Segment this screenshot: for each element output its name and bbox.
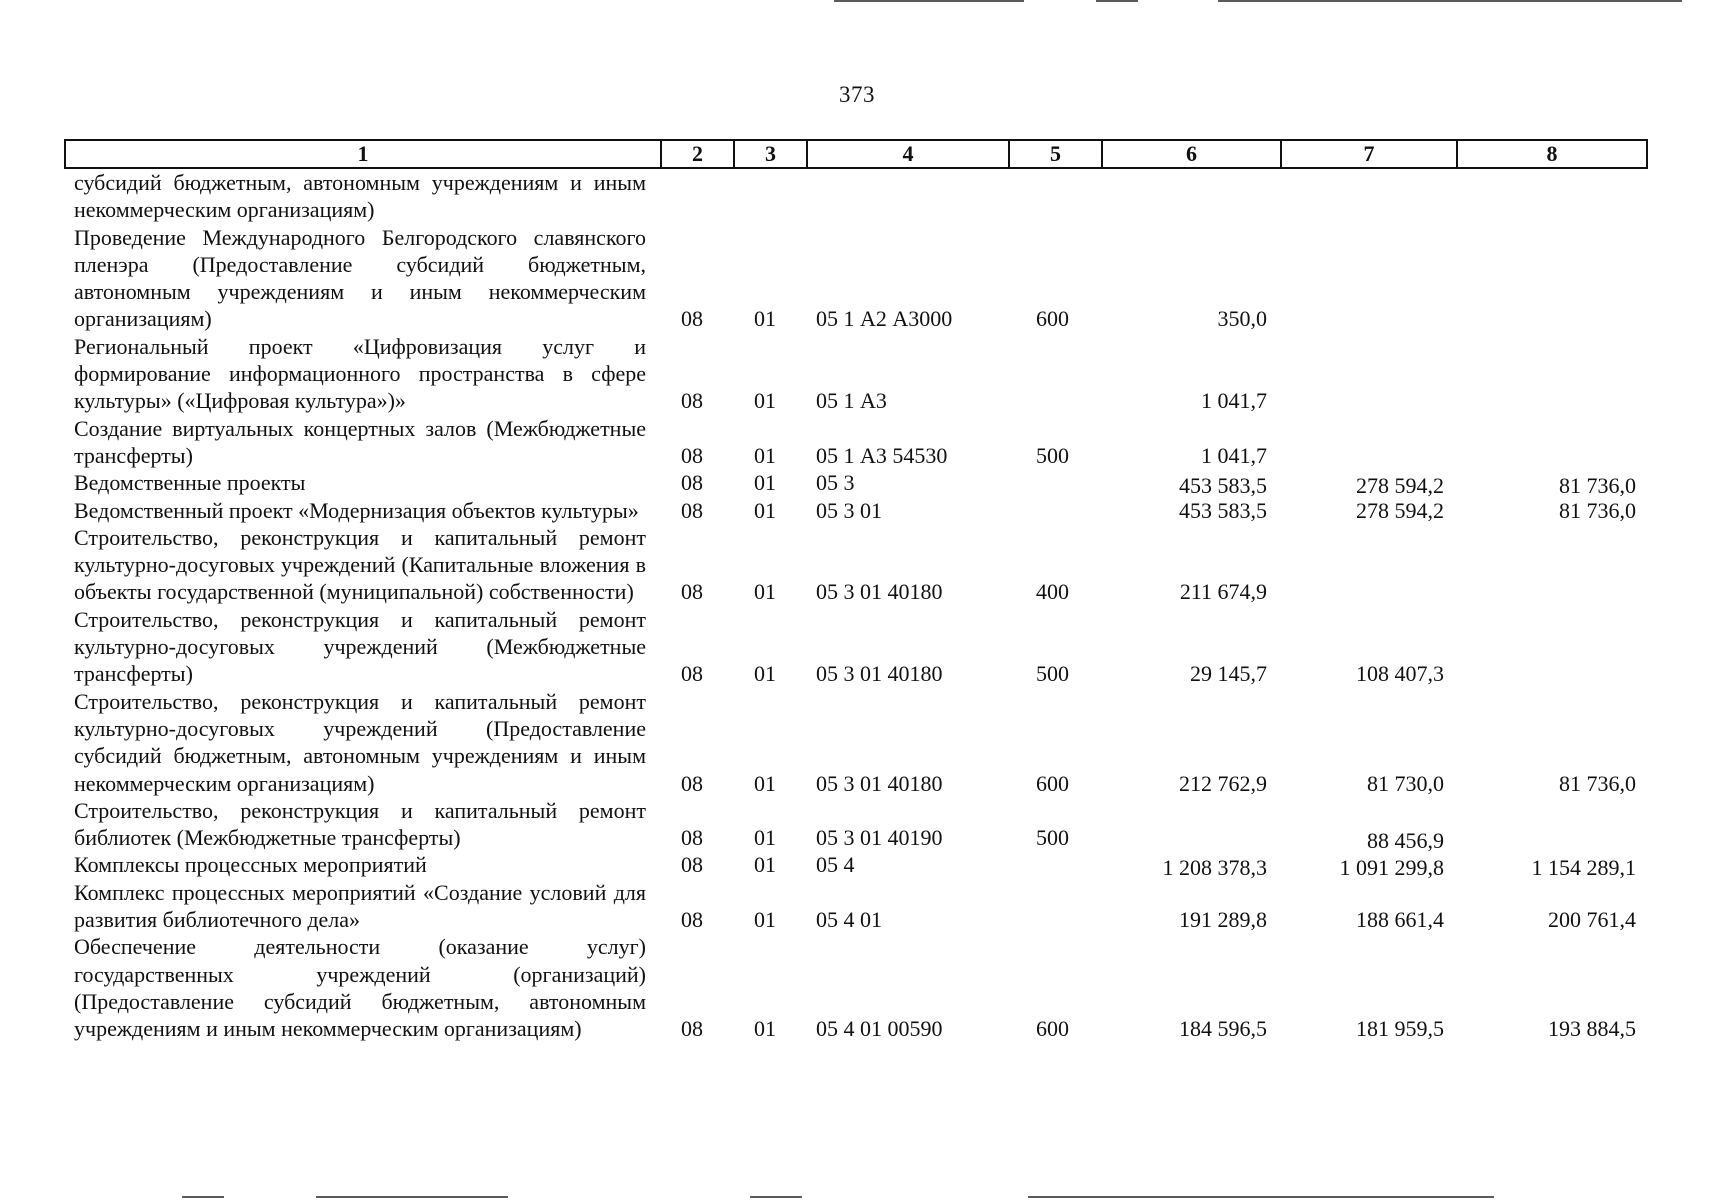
- amount-year-2: 81 730,0: [1367, 770, 1444, 796]
- column-header-6: 6: [1102, 140, 1281, 168]
- scan-edge-line: [1218, 0, 1682, 2]
- subsection-code: 01: [754, 388, 776, 414]
- subsection-code: 01: [754, 442, 776, 468]
- subsection-code: 01: [754, 907, 776, 933]
- column-header-4: 4: [807, 140, 1009, 168]
- row-description: Строительство, реконструкция и капитальный ремонт культурно-досуговых учреждений (Межбюджетные трансферты): [74, 606, 646, 687]
- section-code: 08: [681, 470, 703, 496]
- scan-edge-line: [182, 1196, 224, 1198]
- row-description: Строительство, реконструкция и капитальный ремонт культурно-досуговых учреждений (Предоставление субсидий бюджетным, автономным учреждениям и иным некоммерческим организациям): [74, 688, 646, 796]
- section-code: 08: [681, 907, 703, 933]
- amount-year-2: 181 959,5: [1356, 1016, 1444, 1042]
- subsection-code: 01: [754, 306, 776, 332]
- amount-year-3: 81 736,0: [1559, 497, 1636, 523]
- subsection-code: 01: [754, 661, 776, 687]
- row-description: Комплекс процессных мероприятий «Создание условий для развития библиотечного дела»: [74, 879, 646, 933]
- target-article-code: 05 3 01 40180: [816, 661, 943, 687]
- row-description: Проведение Международного Белгородского славянского пленэра (Предоставление субсидий бюджетным, автономным учреждениям и иным некоммерческим организациям): [74, 224, 646, 332]
- amount-year-2: 188 661,4: [1356, 907, 1444, 933]
- table-row: [0, 524, 1714, 606]
- column-header-3: 3: [734, 140, 807, 168]
- row-description: Комплексы процессных мероприятий: [74, 852, 427, 878]
- amount-year-3: 1 154 289,1: [1531, 855, 1636, 881]
- amount-year-1: 29 145,7: [1190, 661, 1267, 687]
- amount-year-2: 278 594,2: [1356, 473, 1444, 499]
- column-header-5: 5: [1009, 140, 1102, 168]
- scan-edge-line: [750, 1196, 802, 1198]
- subsection-code: 01: [754, 825, 776, 851]
- amount-year-1: 453 583,5: [1179, 473, 1267, 499]
- amount-year-2: 88 456,9: [1367, 828, 1444, 854]
- amount-year-3: 193 884,5: [1548, 1016, 1636, 1042]
- row-description: Строительство, реконструкция и капитальный ремонт культурно-досуговых учреждений (Капитальные вложения в объекты государственной (муниципальной) собственности): [74, 524, 646, 605]
- target-article-code: 05 3 01 40180: [816, 770, 943, 796]
- subsection-code: 01: [754, 852, 776, 878]
- row-description: Ведомственный проект «Модернизация объектов культуры»: [74, 497, 639, 523]
- target-article-code: 05 3: [816, 470, 855, 496]
- section-code: 08: [681, 852, 703, 878]
- amount-year-1: 211 674,9: [1179, 579, 1267, 605]
- subsection-code: 01: [754, 497, 776, 523]
- section-code: 08: [681, 661, 703, 687]
- section-code: 08: [681, 1016, 703, 1042]
- scan-edge-line: [316, 1196, 508, 1198]
- amount-year-1: 1 041,7: [1201, 442, 1267, 468]
- amount-year-3: 81 736,0: [1559, 770, 1636, 796]
- column-header-2: 2: [661, 140, 734, 168]
- row-description: Обеспечение деятельности (оказание услуг) государственных учреждений (организаций) (Предоставление субсидий бюджетным, автономным учреждениям и иным некоммерческим организациям): [74, 934, 646, 1042]
- subsection-code: 01: [754, 1016, 776, 1042]
- section-code: 08: [681, 825, 703, 851]
- column-header-1: 1: [357, 141, 369, 166]
- target-article-code: 05 1 А3: [816, 388, 887, 414]
- row-description: Строительство, реконструкция и капитальный ремонт библиотек (Межбюджетные трансферты): [74, 797, 646, 851]
- expense-type-code: 400: [1036, 579, 1069, 605]
- row-description: Ведомственные проекты: [74, 470, 306, 496]
- scan-edge-line: [834, 0, 1024, 2]
- target-article-code: 05 3 01 40180: [816, 579, 943, 605]
- table-row: [0, 497, 1714, 524]
- amount-year-1: 350,0: [1217, 306, 1267, 332]
- target-article-code: 05 3 01 40190: [816, 825, 943, 851]
- section-code: 08: [681, 442, 703, 468]
- amount-year-1: 184 596,5: [1179, 1016, 1267, 1042]
- target-article-code: 05 1 А2 А3000: [816, 306, 953, 332]
- target-article-code: 05 4: [816, 852, 855, 878]
- target-article-code: 05 4 01: [816, 907, 882, 933]
- expense-type-code: 500: [1036, 825, 1069, 851]
- target-article-code: 05 1 А3 54530: [816, 442, 948, 468]
- amount-year-3: 200 761,4: [1548, 907, 1636, 933]
- table-row: [0, 933, 1714, 1042]
- amount-year-2: 108 407,3: [1356, 661, 1444, 687]
- expense-type-code: 500: [1036, 442, 1069, 468]
- expense-type-code: 600: [1036, 1016, 1069, 1042]
- row-description: Создание виртуальных концертных залов (Межбюджетные трансферты): [74, 415, 646, 468]
- table-row: [0, 606, 1714, 688]
- table-row: [0, 688, 1714, 797]
- table-row: [0, 797, 1714, 852]
- section-code: 08: [681, 497, 703, 523]
- amount-year-3: 81 736,0: [1559, 473, 1636, 499]
- table-row: [0, 415, 1714, 470]
- table-row: [0, 469, 1714, 499]
- amount-year-1: 1 208 378,3: [1162, 855, 1267, 881]
- expense-type-code: 500: [1036, 661, 1069, 687]
- table-row: [0, 169, 1714, 224]
- amount-year-1: 191 289,8: [1179, 907, 1267, 933]
- expense-type-code: 600: [1036, 306, 1069, 332]
- section-code: 08: [681, 306, 703, 332]
- scan-edge-line: [1096, 0, 1138, 2]
- amount-year-1: 212 762,9: [1179, 770, 1267, 796]
- section-code: 08: [681, 388, 703, 414]
- table-row: [0, 333, 1714, 415]
- table-body: [0, 169, 1714, 1043]
- page-number: 373: [839, 82, 875, 107]
- table-header: [64, 139, 1648, 169]
- table-row: [0, 851, 1714, 881]
- target-article-code: 05 3 01: [816, 497, 882, 523]
- amount-year-2: 278 594,2: [1356, 497, 1444, 523]
- amount-year-2: 1 091 299,8: [1339, 855, 1444, 881]
- section-code: 08: [681, 770, 703, 796]
- row-description: Региональный проект «Цифровизация услуг и формирование информационного пространства в сфере культуры» («Цифровая культура»)»: [74, 333, 646, 414]
- subsection-code: 01: [754, 770, 776, 796]
- subsection-code: 01: [754, 579, 776, 605]
- subsection-code: 01: [754, 470, 776, 496]
- column-header-7: 7: [1281, 140, 1457, 168]
- amount-year-1: 453 583,5: [1179, 497, 1267, 523]
- table-row: [0, 879, 1714, 934]
- amount-year-1: 1 041,7: [1201, 388, 1267, 414]
- table-row: [0, 224, 1714, 333]
- target-article-code: 05 4 01 00590: [816, 1016, 943, 1042]
- row-description: субсидий бюджетным, автономным учреждениям и иным некоммерческим организациям): [74, 170, 646, 223]
- expense-type-code: 600: [1036, 770, 1069, 796]
- column-header-8: 8: [1457, 140, 1647, 168]
- section-code: 08: [681, 579, 703, 605]
- scan-edge-line: [1028, 1196, 1494, 1198]
